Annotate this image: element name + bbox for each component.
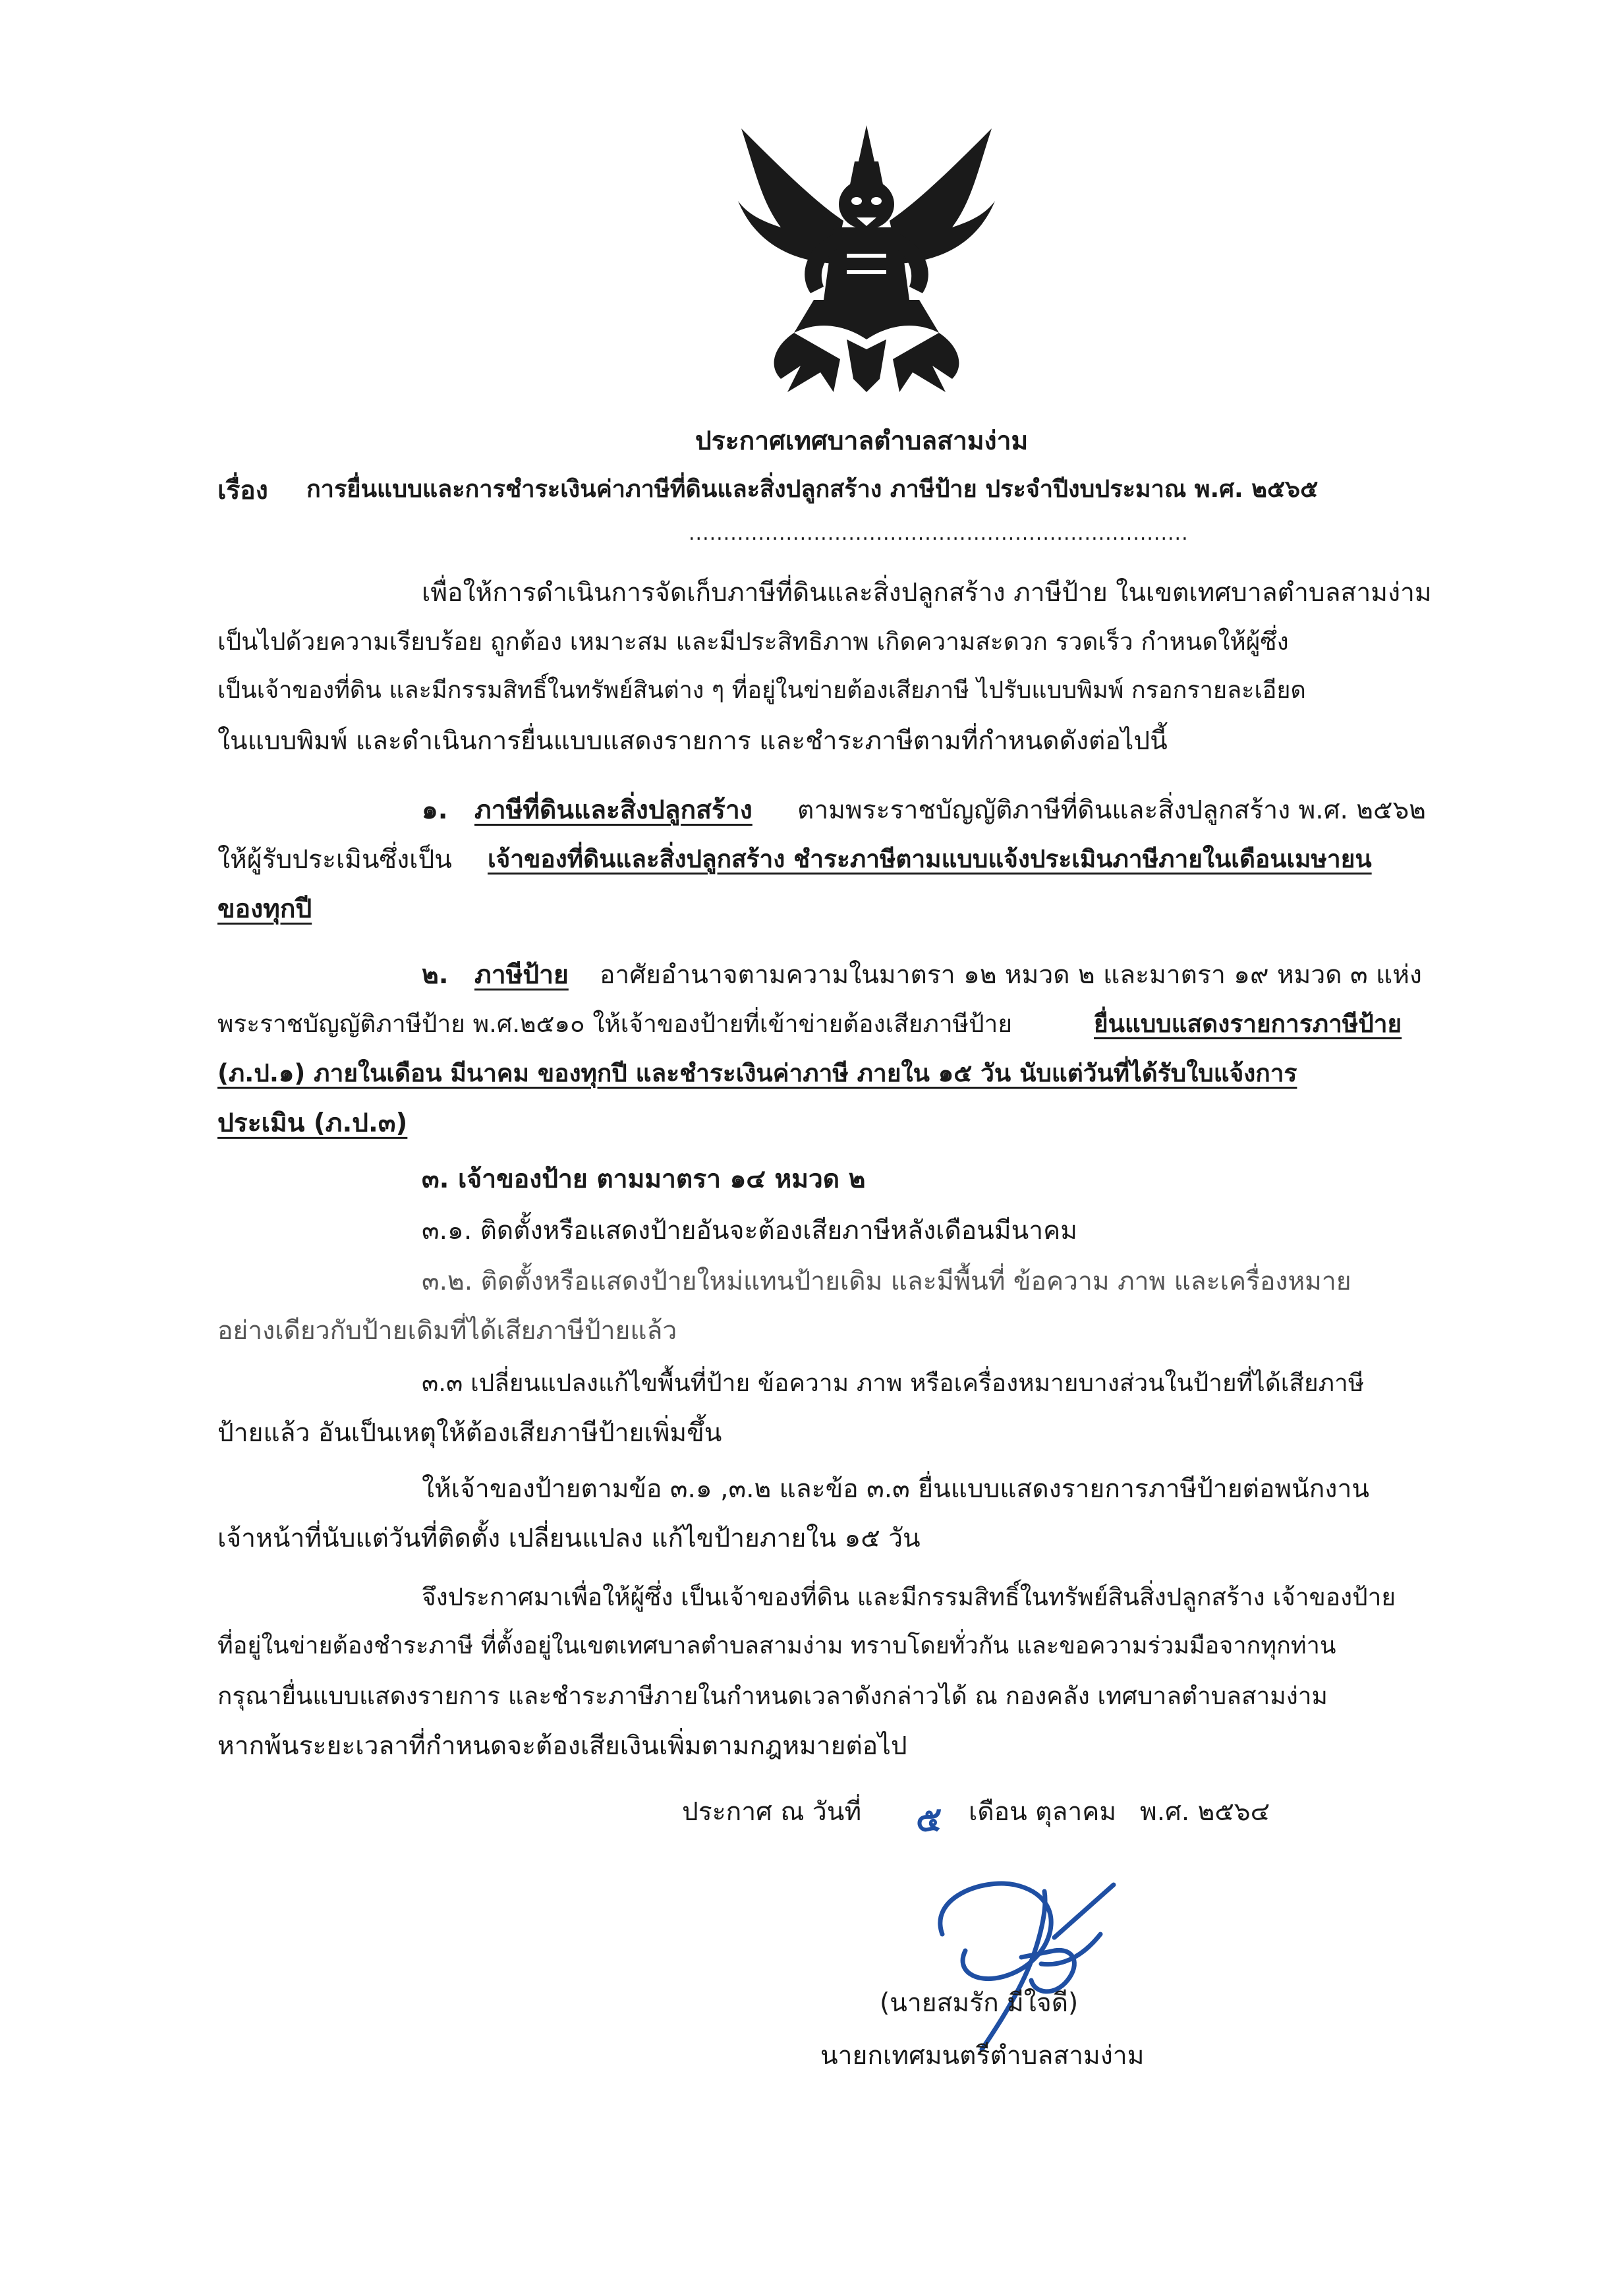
item3-sub: ๓.๓ เปลี่ยนแปลงแก้ไขพื้นที่ป้าย ข้อความ ภาพ หรือเครื่องหมายบางส่วนในป้ายที่ได้เสียภาษี [422, 1369, 1365, 1397]
item2-heading: ภาษีป้าย [474, 960, 569, 990]
item2-emphasis: ประเมิน (ภ.ป.๓) [217, 1108, 408, 1138]
signer-name: (นายสมรัก มีใจดี) [880, 1988, 1079, 2018]
item1-text: ให้ผู้รับประเมินซึ่งเป็น [217, 845, 452, 875]
closing-line: หากพ้นระยะเวลาที่กำหนดจะต้องเสียเงินเพิ่มตามกฎหมายต่อไป [217, 1731, 907, 1761]
item2-emphasis: (ภ.ป.๑) ภายในเดือน มีนาคม ของทุกปี และชำระเงินค่าภาษี ภายใน ๑๕ วัน นับแต่วันที่ได้รับใบแจ้งการ [217, 1059, 1297, 1087]
subject-text: การยื่นแบบและการชำระเงินค่าภาษีที่ดินและสิ่งปลูกสร้าง ภาษีป้าย ประจำปีงบประมาณ พ.ศ. ๒๕๖๕ [306, 476, 1319, 503]
item3-sub: ๓.๑. ติดตั้งหรือแสดงป้ายอันจะต้องเสียภาษีหลังเดือนมีนาคม [422, 1216, 1077, 1246]
item3-sub: ๓.๒. ติดตั้งหรือแสดงป้ายใหม่แทนป้ายเดิม และมีพื้นที่ ข้อความ ภาพ และเครื่องหมาย [422, 1267, 1351, 1296]
closing-line: ที่อยู่ในข่ายต้องชำระภาษี ที่ตั้งอยู่ในเขตเทศบาลตำบลสามง่าม ทราบโดยทั่วกัน และขอความร่วมมือจากทุกท่าน [217, 1632, 1336, 1659]
dateline-month: เดือน ตุลาคม [969, 1797, 1117, 1827]
dateline-prefix: ประกาศ ณ วันที่ [682, 1797, 862, 1827]
item3-note: ให้เจ้าของป้ายตามข้อ ๓.๑ ,๓.๒ และข้อ ๓.๓ ยื่นแบบแสดงรายการภาษีป้ายต่อพนักงาน [422, 1474, 1370, 1504]
item3-heading: ๓. เจ้าของป้าย ตามมาตรา ๑๔ หมวด ๒ [422, 1164, 866, 1194]
garuda-emblem-icon [735, 122, 998, 399]
intro-line: ในแบบพิมพ์ และดำเนินการยื่นแบบแสดงรายการ และชำระภาษีตามที่กำหนดดังต่อไปนี้ [217, 726, 1168, 756]
closing-line: จึงประกาศมาเพื่อให้ผู้ซึ่ง เป็นเจ้าของที่ดิน และมีกรรมสิทธิ์ในทรัพย์สินสิ่งปลูกสร้าง เจ้าของป้าย [422, 1583, 1396, 1611]
item2-number: ๒. [422, 960, 449, 990]
intro-line: เป็นไปด้วยความเรียบร้อย ถูกต้อง เหมาะสม และมีประสิทธิภาพ เกิดความสะดวก รวดเร็ว กำหนดให้ผู้ซึ่ง [217, 627, 1289, 656]
dateline-day: ๕ [916, 1800, 942, 1839]
header-divider: ........................................................................ [689, 522, 1189, 545]
item2-text: อาศัยอำนาจตามความในมาตรา ๑๒ หมวด ๒ และมาตรา ๑๙ หมวด ๓ แห่ง [600, 960, 1422, 990]
item3-sub: ป้ายแล้ว อันเป็นเหตุให้ต้องเสียภาษีป้ายเพิ่มขึ้น [217, 1418, 722, 1448]
item3-sub: อย่างเดียวกับป้ายเดิมที่ได้เสียภาษีป้ายแล้ว [217, 1316, 677, 1346]
intro-line: เป็นเจ้าของที่ดิน และมีกรรมสิทธิ์ในทรัพย์สินต่าง ๆ ที่อยู่ในข่ายต้องเสียภาษี ไปรับแบบพิมพ์ กรอกรายละเอียด [217, 677, 1306, 704]
signer-position: นายกเทศมนตรีตำบลสามง่าม [820, 2041, 1145, 2071]
item2-emphasis: ยื่นแบบแสดงรายการภาษีป้าย [1094, 1010, 1402, 1038]
item1-heading: ภาษีที่ดินและสิ่งปลูกสร้าง [474, 795, 753, 825]
intro-line: เพื่อให้การดำเนินการจัดเก็บภาษีที่ดินและสิ่งปลูกสร้าง ภาษีป้าย ในเขตเทศบาลตำบลสามง่าม [422, 578, 1432, 608]
dateline-year: พ.ศ. ๒๕๖๔ [1140, 1797, 1270, 1827]
document-title: ประกาศเทศบาลตำบลสามง่าม [695, 426, 1029, 456]
item1-text: ตามพระราชบัญญัติภาษีที่ดินและสิ่งปลูกสร้าง พ.ศ. ๒๕๖๒ [797, 795, 1426, 825]
item1-emphasis: ของทุกปี [217, 894, 312, 924]
item3-note: เจ้าหน้าที่นับแต่วันที่ติดตั้ง เปลี่ยนแปลง แก้ไขป้ายภายใน ๑๕ วัน [217, 1524, 921, 1553]
closing-line: กรุณายื่นแบบแสดงรายการ และชำระภาษีภายในกำหนดเวลาดังกล่าวได้ ณ กองคลัง เทศบาลตำบลสามง่าม [217, 1682, 1328, 1710]
subject-label: เรื่อง [217, 476, 268, 505]
item1-emphasis: เจ้าของที่ดินและสิ่งปลูกสร้าง ชำระภาษีตามแบบแจ้งประเมินภาษีภายในเดือนเมษายน [488, 845, 1372, 873]
signature-mark [903, 1872, 1179, 2069]
item2-text: พระราชบัญญัติภาษีป้าย พ.ศ.๒๕๑๐ ให้เจ้าของป้ายที่เข้าข่ายต้องเสียภาษีป้าย [217, 1010, 1013, 1038]
item1-number: ๑. [422, 795, 448, 825]
